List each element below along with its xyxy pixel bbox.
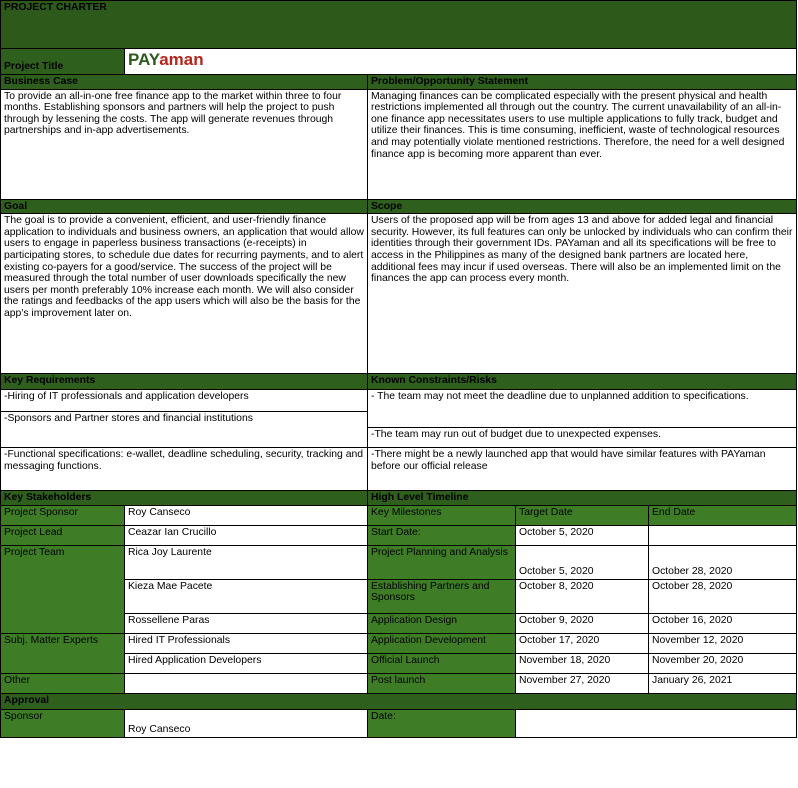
project-title-pay: PAY bbox=[128, 50, 160, 70]
requirement-item: -Hiring of IT professionals and application developers bbox=[1, 390, 368, 412]
timeline-col-target: Target Date bbox=[516, 505, 649, 525]
stakeholder-name: Ceazar Ian Crucillo bbox=[125, 525, 368, 545]
milestone-end: October 28, 2020 bbox=[649, 545, 797, 579]
milestone-target: October 5, 2020 bbox=[516, 525, 649, 545]
stakeholder-name bbox=[125, 673, 368, 693]
milestone-end: October 28, 2020 bbox=[649, 579, 797, 613]
timeline-col-milestones: Key Milestones bbox=[368, 505, 516, 525]
stakeholder-role: Other bbox=[1, 673, 125, 693]
business-case-text: To provide an all-in-one free finance app to the market within three to four months. Establishing sponsors and partners will help the project to push through by lessening the costs. The app will generate revenues through partnerships and in-app advertisements. bbox=[1, 89, 368, 199]
stakeholder-name: Rica Joy Laurente bbox=[125, 545, 368, 579]
stakeholder-name: Rossellene Paras bbox=[125, 613, 368, 633]
requirements-label: Key Requirements bbox=[1, 374, 368, 390]
milestone-name: Start Date: bbox=[368, 525, 516, 545]
milestone-target: October 17, 2020 bbox=[516, 633, 649, 653]
approval-sponsor-name: Roy Canseco bbox=[125, 709, 368, 737]
milestone-name: Post launch bbox=[368, 673, 516, 693]
milestone-name: Official Launch bbox=[368, 653, 516, 673]
scope-label: Scope bbox=[368, 199, 797, 214]
business-case-label: Business Case bbox=[1, 75, 368, 90]
approval-date-value bbox=[516, 709, 797, 737]
stakeholder-name: Hired IT Professionals bbox=[125, 633, 368, 653]
milestone-target: October 9, 2020 bbox=[516, 613, 649, 633]
requirement-item: -Functional specifications: e-wallet, deadline scheduling, security, tracking and messaging functions. bbox=[1, 448, 368, 491]
goal-text: The goal is to provide a convenient, efficient, and user-friendly finance application to individuals and business owners, an application that would allow users to engage in paperless business transactions (e-receipts) in participating stores, to schedule due dates for recurring payments, and to alert existing co-payers for a good/service. The success of the project will be measured through the total number of user downloads specifically the new users per month preferably 10% increase each month. We will also consider the ratings and feedbacks of the app users which will also be the basis for the app's improvement later on. bbox=[1, 214, 368, 374]
milestone-name: Application Development bbox=[368, 633, 516, 653]
project-title-aman: aman bbox=[159, 50, 204, 70]
stakeholder-role: Subj. Matter Experts bbox=[1, 633, 125, 673]
stakeholder-name: Hired Application Developers bbox=[125, 653, 368, 673]
project-title-label: Project Title bbox=[1, 49, 125, 75]
approval-label: Approval bbox=[1, 693, 797, 709]
stakeholder-name: Roy Canseco bbox=[125, 505, 368, 525]
constraint-item: - The team may not meet the deadline due to unplanned addition to specifications. bbox=[368, 390, 797, 428]
milestone-target: October 8, 2020 bbox=[516, 579, 649, 613]
milestone-end: November 12, 2020 bbox=[649, 633, 797, 653]
timeline-col-end: End Date bbox=[649, 505, 797, 525]
milestone-end: October 16, 2020 bbox=[649, 613, 797, 633]
approval-sponsor-label: Sponsor bbox=[1, 709, 125, 737]
constraint-item: -The team may run out of budget due to unexpected expenses. bbox=[368, 428, 797, 448]
scope-text: Users of the proposed app will be from ages 13 and above for added legal and financial security. However, its full features can only be unlocked by individuals who can confirm their identities through their government IDs. PAYaman and all its specifications will be free to access in the Philippines as many of the designed bank partners are located here, additional fees may incur if used overseas. There will also be an implemented limit on the finances the app can process every month. bbox=[368, 214, 797, 374]
milestone-name: Project Planning and Analysis bbox=[368, 545, 516, 579]
project-title-value bbox=[125, 49, 797, 75]
stakeholder-role: Project Lead bbox=[1, 525, 125, 545]
requirement-item: -Sponsors and Partner stores and financial institutions bbox=[1, 412, 368, 448]
approval-date-label: Date: bbox=[368, 709, 516, 737]
stakeholders-label: Key Stakeholders bbox=[1, 491, 368, 506]
milestone-end bbox=[649, 525, 797, 545]
problem-label: Problem/Opportunity Statement bbox=[368, 75, 797, 90]
constraints-label: Known Constraints/Risks bbox=[368, 374, 797, 390]
milestone-target: November 18, 2020 bbox=[516, 653, 649, 673]
milestone-end: November 20, 2020 bbox=[649, 653, 797, 673]
milestone-target: October 5, 2020 bbox=[516, 545, 649, 579]
milestone-name: Establishing Partners and Sponsors bbox=[368, 579, 516, 613]
timeline-label: High Level Timeline bbox=[368, 491, 797, 506]
stakeholder-role: Project Sponsor bbox=[1, 505, 125, 525]
milestone-target: November 27, 2020 bbox=[516, 673, 649, 693]
problem-text: Managing finances can be complicated especially with the present physical and health restrictions implemented all through out the country. The current unavailability of an all-in-one finance app necessitates users to use multiple applications to fully track, budget and utilize their finances. This is time consuming, inefficient, waste of technological resources and may potentially violate mentioned restrictions. Therefore, the need for a well designed finance app is becoming more apparent than ever. bbox=[368, 89, 797, 199]
stakeholder-name: Kieza Mae Pacete bbox=[125, 579, 368, 613]
stakeholder-role: Project Team bbox=[1, 545, 125, 633]
milestone-name: Application Design bbox=[368, 613, 516, 633]
milestone-end: January 26, 2021 bbox=[649, 673, 797, 693]
charter-title: PROJECT CHARTER bbox=[1, 1, 797, 49]
goal-label: Goal bbox=[1, 199, 368, 214]
constraint-item: -There might be a newly launched app that would have similar features with PAYaman before our official release bbox=[368, 448, 797, 491]
